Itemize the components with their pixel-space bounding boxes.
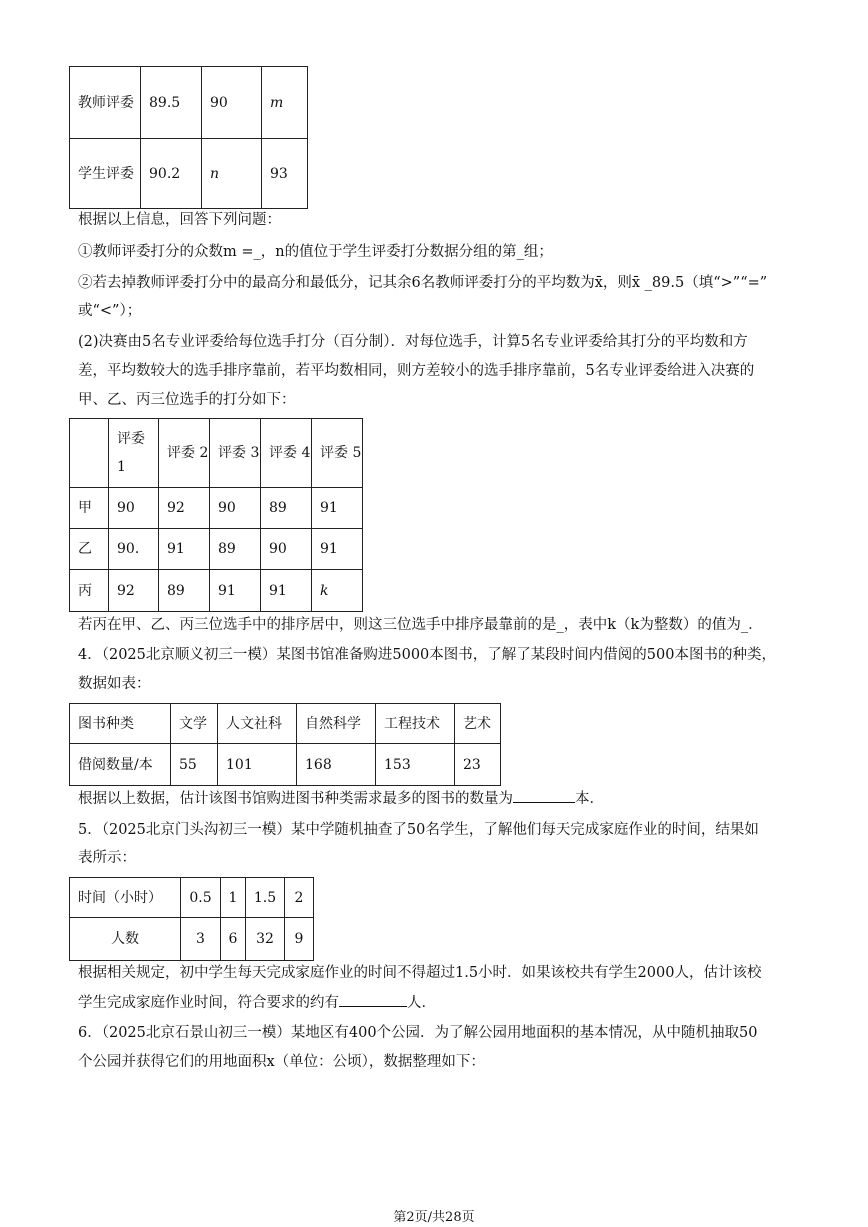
paragraph: 数据如表： xyxy=(78,676,151,692)
cell: 评委 2 xyxy=(159,419,210,488)
paragraph: ②若去掉教师评委打分中的最高分和最低分，记其余6名教师评委打分的平均数为x̄，则x̄ _89.5（填“>”“=” xyxy=(78,275,768,291)
cell: m xyxy=(262,67,308,139)
paragraph xyxy=(78,988,792,1018)
paragraph: 6．（2025北京石景山初三一模）某地区有400个公园．为了解公园用地面积的基本情况，从中随机抽取50 xyxy=(78,1025,758,1041)
table-row xyxy=(70,744,501,786)
cell: 时间（小时） xyxy=(70,878,181,918)
table-row xyxy=(70,570,363,612)
cell: 89 xyxy=(210,529,261,570)
cell: 153 xyxy=(376,744,455,786)
cell: 91 xyxy=(261,570,312,612)
cell: 9 xyxy=(285,918,314,961)
table-row xyxy=(70,918,314,961)
cell: n xyxy=(202,139,262,209)
cell: 1 xyxy=(221,878,246,918)
cell: 评委 1 xyxy=(109,419,159,488)
answer-blank xyxy=(513,788,575,803)
paragraph: 表所示： xyxy=(78,850,136,866)
cell: 艺术 xyxy=(455,704,501,744)
judges-table xyxy=(69,418,363,612)
cell: 人文社科 xyxy=(218,704,297,744)
paragraph: 个公园并获得它们的用地面积x（单位：公顷），数据整理如下： xyxy=(78,1054,485,1070)
cell: 91 xyxy=(159,529,210,570)
cell: 学生评委 xyxy=(70,139,141,209)
cell: 92 xyxy=(159,488,210,529)
cell: 91 xyxy=(312,529,363,570)
cell: 89.5 xyxy=(141,67,202,139)
cell: 评委 4 xyxy=(261,419,312,488)
paragraph: ①教师评委打分的众数m =_，n的值位于学生评委打分数据分组的第_组； xyxy=(78,244,553,260)
cell: 90 xyxy=(210,488,261,529)
paragraph: 差，平均数较大的选手排序靠前，若平均数相同，则方差较小的选手排序靠前，5名专业评委给进入决赛的 xyxy=(78,363,755,379)
cell: 6 xyxy=(221,918,246,961)
cell: 101 xyxy=(218,744,297,786)
books-table xyxy=(69,703,501,786)
cell: 1.5 xyxy=(246,878,285,918)
cell: 90 xyxy=(202,67,262,139)
cell: 2 xyxy=(285,878,314,918)
cell: 工程技术 xyxy=(376,704,455,744)
cell: 91 xyxy=(312,488,363,529)
table-row xyxy=(70,529,363,570)
paragraph-text: 学生完成家庭作业时间，符合要求的约有 xyxy=(78,995,339,1011)
page-footer: 第2页/共28页 xyxy=(393,1210,475,1225)
cell: 评委 5 xyxy=(312,419,363,488)
cell: 32 xyxy=(246,918,285,961)
cell: 丙 xyxy=(70,570,109,612)
cell: 评委 3 xyxy=(210,419,261,488)
cell: 3 xyxy=(181,918,221,961)
cell: 人数 xyxy=(70,918,181,961)
score-table-top xyxy=(69,66,308,209)
cell: 89 xyxy=(261,488,312,529)
paragraph-text: 本． xyxy=(575,791,604,807)
cell: 89 xyxy=(159,570,210,612)
cell xyxy=(70,419,109,488)
cell: 93 xyxy=(262,139,308,209)
homework-table xyxy=(69,877,314,961)
cell: 90.2 xyxy=(141,139,202,209)
cell: 文学 xyxy=(171,704,218,744)
cell: 91 xyxy=(210,570,261,612)
paragraph: 若丙在甲、乙、丙三位选手中的排序居中，则这三位选手中排序最靠前的是_，表中k（k为整数）的值为_． xyxy=(78,617,763,633)
cell: 23 xyxy=(455,744,501,786)
cell: 0.5 xyxy=(181,878,221,918)
paragraph: 根据相关规定，初中学生每天完成家庭作业的时间不得超过1.5小时．如果该校共有学生2000人，估计该校 xyxy=(78,965,762,981)
paragraph: 甲、乙、丙三位选手的打分如下： xyxy=(78,392,296,408)
cell: 55 xyxy=(171,744,218,786)
paragraph: (2)决赛由5名专业评委给每位选手打分（百分制）．对每位选手，计算5名专业评委给其打分的平均数和方 xyxy=(78,334,748,350)
paragraph xyxy=(78,784,792,814)
cell: 乙 xyxy=(70,529,109,570)
cell: 90 xyxy=(109,488,159,529)
cell: 168 xyxy=(297,744,376,786)
paragraph-text: 根据以上数据，估计该图书馆购进图书种类需求最多的图书的数量为 xyxy=(78,791,513,807)
cell: 图书种类 xyxy=(70,704,171,744)
paragraph: 4．（2025北京顺义初三一模）某图书馆准备购进5000本图书，了解了某段时间内借阅的500本图书的种类， xyxy=(78,647,776,663)
paragraph: 根据以上信息，回答下列问题： xyxy=(78,212,281,228)
paragraph: 5．（2025北京门头沟初三一模）某中学随机抽查了50名学生，了解他们每天完成家庭作业的时间，结果如 xyxy=(78,822,759,838)
paragraph: 或“<”）； xyxy=(78,303,142,319)
table-row xyxy=(70,488,363,529)
paragraph-text: 人． xyxy=(407,995,436,1011)
cell: 教师评委 xyxy=(70,67,141,139)
cell: k xyxy=(312,570,363,612)
answer-blank xyxy=(339,992,407,1007)
cell: 92 xyxy=(109,570,159,612)
cell: 自然科学 xyxy=(297,704,376,744)
cell: 借阅数量/本 xyxy=(70,744,171,786)
cell: 90 xyxy=(261,529,312,570)
cell: 90． xyxy=(109,529,159,570)
cell: 甲 xyxy=(70,488,109,529)
